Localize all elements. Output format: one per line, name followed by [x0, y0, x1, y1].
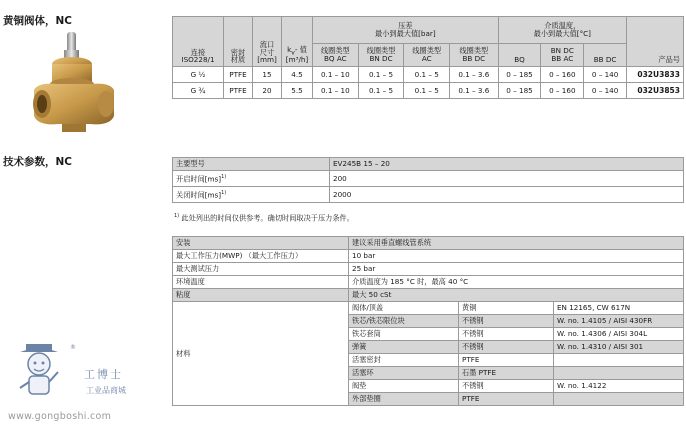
cell-materials-label: 材料 [173, 302, 349, 406]
cell-value: EV245B 15 – 20 [330, 158, 684, 171]
footnote: $^{1)}$ 此处列出的时间仅供参考。确切时间取决于压力条件。 [174, 213, 354, 223]
cell-temp: 0 – 185 [498, 83, 541, 99]
table-row [173, 67, 684, 83]
cell-standard: W. no. 1.4306 / AISI 304L [554, 328, 684, 341]
cell-part: 阀垫 [349, 380, 459, 393]
cell-pressure: 0.1 – 3.6 [450, 83, 499, 99]
cell-value: 建议采用垂直螺线管系统 [349, 237, 684, 250]
cell-pressure: 0.1 – 5 [404, 83, 450, 99]
col-header-temp-bn-bb: BN DC BB AC [541, 44, 584, 67]
cell-material: 不锈钢 [459, 315, 554, 328]
col-header-orifice: 流口 尺寸 [mm] [253, 17, 282, 67]
table-row [173, 237, 684, 250]
registered-mark: ® [70, 344, 76, 351]
cell-standard: W. no. 1.4105 / AISI 430FR [554, 315, 684, 328]
section-title-tech-params: 技术参数，NC [3, 156, 72, 168]
cell-material: 石墨 PTFE [459, 367, 554, 380]
cell-material: 不锈钢 [459, 341, 554, 354]
cell-value: 10 bar [349, 250, 684, 263]
cell-pressure: 0.1 – 5 [358, 67, 404, 83]
col-header-pressure-ac: 线圈类型 AC [404, 44, 450, 67]
table-row [173, 289, 684, 302]
timing-table [172, 157, 684, 203]
cell-kv: 5.5 [282, 83, 313, 99]
cell-label: 最大测试压力 [173, 263, 349, 276]
section-title-brass-body: 黄铜阀体，NC [3, 15, 72, 27]
cell-connection: G ½ [173, 67, 224, 83]
table-row [173, 276, 684, 289]
cell-product-code: 032U3853 [627, 83, 684, 99]
table-row [173, 187, 684, 203]
cell-label: 关闭时间[ms]$^{1)}$ [173, 187, 330, 203]
mascot-icon [16, 342, 64, 402]
col-header-temp-bb-dc: BB DC [584, 44, 627, 67]
cell-connection: G ¾ [173, 83, 224, 99]
brand-name: 工博士 [84, 368, 123, 381]
cell-product-code: 032U3833 [627, 67, 684, 83]
cell-standard: W. no. 1.4310 / AISI 301 [554, 341, 684, 354]
cell-label: 安装 [173, 237, 349, 250]
cell-standard [554, 393, 684, 406]
cell-orifice: 20 [253, 83, 282, 99]
cell-material: 黄铜 [459, 302, 554, 315]
table-row [173, 158, 684, 171]
product-table [172, 16, 684, 99]
cell-temp: 0 – 185 [498, 67, 541, 83]
cell-temp: 0 – 140 [584, 83, 627, 99]
col-header-pressure-bq-ac: 线圈类型 BQ AC [313, 44, 359, 67]
cell-standard [554, 367, 684, 380]
cell-kv: 4.5 [282, 67, 313, 83]
col-header-seal: 密封 材质 [224, 17, 253, 67]
cell-pressure: 0.1 – 10 [313, 67, 359, 83]
cell-temp: 0 – 160 [541, 83, 584, 99]
table-row [173, 83, 684, 99]
cell-value: 25 bar [349, 263, 684, 276]
cell-orifice: 15 [253, 67, 282, 83]
col-header-product: 产品号 [627, 17, 684, 67]
table-row [173, 171, 684, 187]
table-row [173, 302, 684, 315]
col-group-temperature: 介质温度， 最小到最大值[°C] [498, 17, 626, 44]
cell-pressure: 0.1 – 3.6 [450, 67, 499, 83]
cell-seal: PTFE [224, 83, 253, 99]
table-row [173, 250, 684, 263]
cell-temp: 0 – 160 [541, 67, 584, 83]
cell-material: PTFE [459, 393, 554, 406]
cell-label: 粘度 [173, 289, 349, 302]
cell-part: 活塞密封 [349, 354, 459, 367]
cell-pressure: 0.1 – 5 [404, 67, 450, 83]
cell-value: 2000 [330, 187, 684, 203]
cell-part: 弹簧 [349, 341, 459, 354]
cell-label: 开启时间[ms]$^{1)}$ [173, 171, 330, 187]
cell-part: 铁芯套筒 [349, 328, 459, 341]
col-header-pressure-bb-dc: 线圈类型 BB DC [450, 44, 499, 67]
table-row [173, 263, 684, 276]
brand-subtitle: 工业品商城 [86, 386, 126, 395]
cell-value: 介质温度为 185 °C 时，最高 40 °C [349, 276, 684, 289]
watermark [8, 340, 168, 432]
col-header-kv: $k_v-$ 值 [m³/h] [282, 17, 313, 67]
cell-pressure: 0.1 – 10 [313, 83, 359, 99]
cell-part: 活塞环 [349, 367, 459, 380]
cell-temp: 0 – 140 [584, 67, 627, 83]
col-header-connection: 连接 ISO228/1 [173, 17, 224, 67]
cell-standard: W. no. 1.4122 [554, 380, 684, 393]
cell-label: 主要型号 [173, 158, 330, 171]
cell-label: 环境温度 [173, 276, 349, 289]
col-header-pressure-bn-dc: 线圈类型 BN DC [358, 44, 404, 67]
cell-part: 阀体/顶盖 [349, 302, 459, 315]
cell-part: 外部垫圈 [349, 393, 459, 406]
cell-value: 最大 50 cSt [349, 289, 684, 302]
cell-pressure: 0.1 – 5 [358, 83, 404, 99]
cell-material: 不锈钢 [459, 380, 554, 393]
cell-material: 不锈钢 [459, 328, 554, 341]
cell-seal: PTFE [224, 67, 253, 83]
cell-standard [554, 354, 684, 367]
col-header-temp-bq: BQ [498, 44, 541, 67]
valve-product-image [28, 30, 118, 139]
cell-part: 铁芯/铁芯限位块 [349, 315, 459, 328]
cell-standard: EN 12165, CW 617N [554, 302, 684, 315]
spec-table [172, 236, 684, 406]
cell-material: PTFE [459, 354, 554, 367]
col-group-pressure: 压差 最小到最大值[bar] [313, 17, 499, 44]
cell-label: 最大工作压力(MWP) （最大工作压力） [173, 250, 349, 263]
brand-url: www.gongboshi.com [8, 411, 112, 422]
cell-value: 200 [330, 171, 684, 187]
